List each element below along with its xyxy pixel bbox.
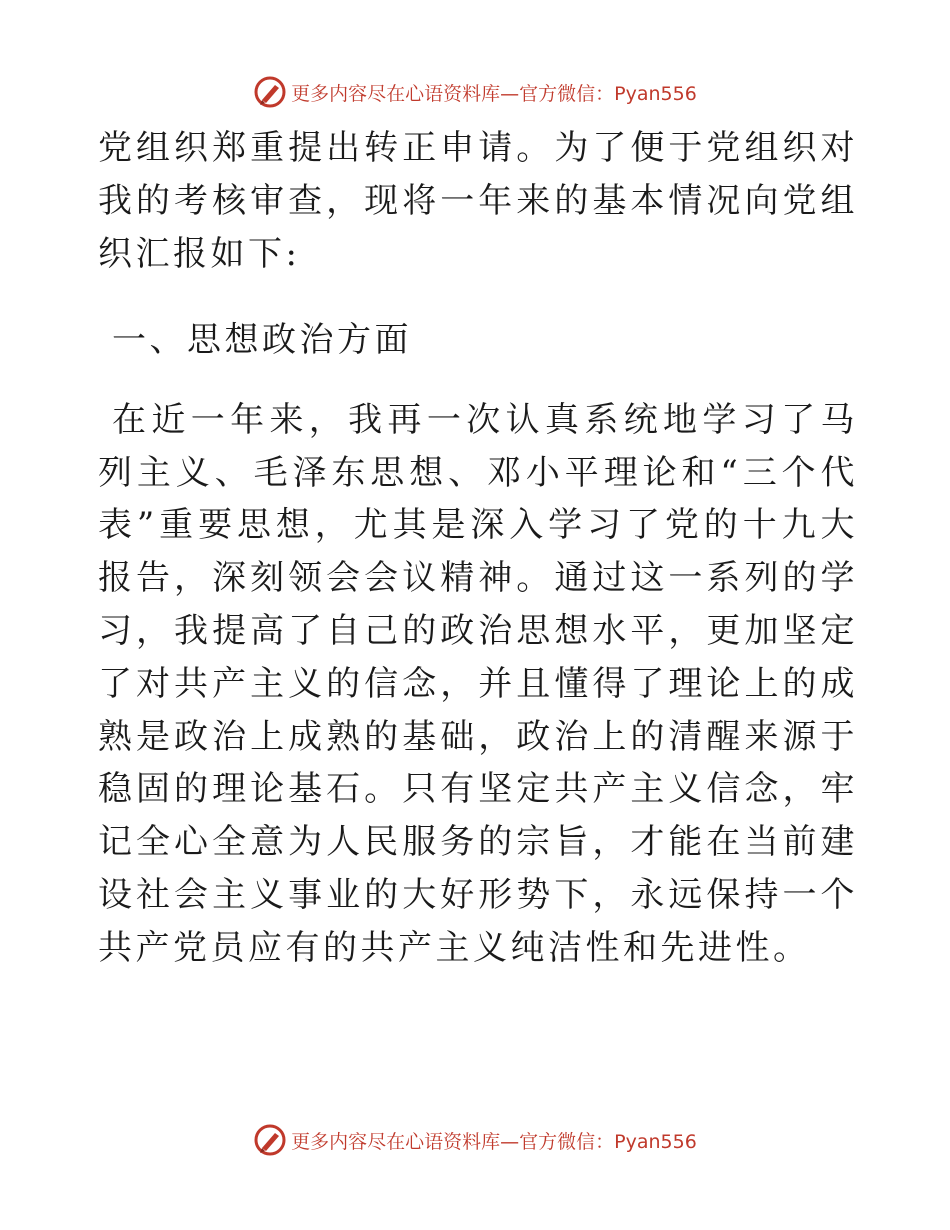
pen-circle-logo-icon [253, 75, 287, 109]
document-body [98, 122, 858, 975]
paragraph-2: 在近一年来，我再一次认真系统地学习了马列主义、毛泽东思想、邓小平理论和“三个代表”重要思想，尤其是深入学习了党的十九大报告，深刻领会会议精神。通过这一系列的学习，我提高了自己的政治思想水平，更加坚定了对共产主义的信念，并且懂得了理论上的成熟是政治上成熟的基础，政治上的清醒来源于稳固的理论基石。只有坚定共产主义信念，牢记全心全意为人民服务的宗旨，才能在当前建设社会主义事业的大好形势下，永远保持一个共产党员应有的共产主义纯洁性和先进性。 [98, 399, 858, 968]
section-heading-1: 一、思想政治方面 [112, 320, 412, 360]
header-banner [0, 72, 950, 112]
paragraph-1: 党组织郑重提出转正申请。为了便于党组织对我的考核审查，现将一年来的基本情况向党组织汇报如下: [98, 128, 858, 274]
pen-circle-logo-icon [253, 1123, 287, 1157]
footer-banner-text: 更多内容尽在心语资料库—官方微信：Pyan556 [291, 1130, 697, 1153]
header-banner-text: 更多内容尽在心语资料库—官方微信：Pyan556 [291, 82, 697, 105]
footer-banner [0, 1120, 950, 1160]
